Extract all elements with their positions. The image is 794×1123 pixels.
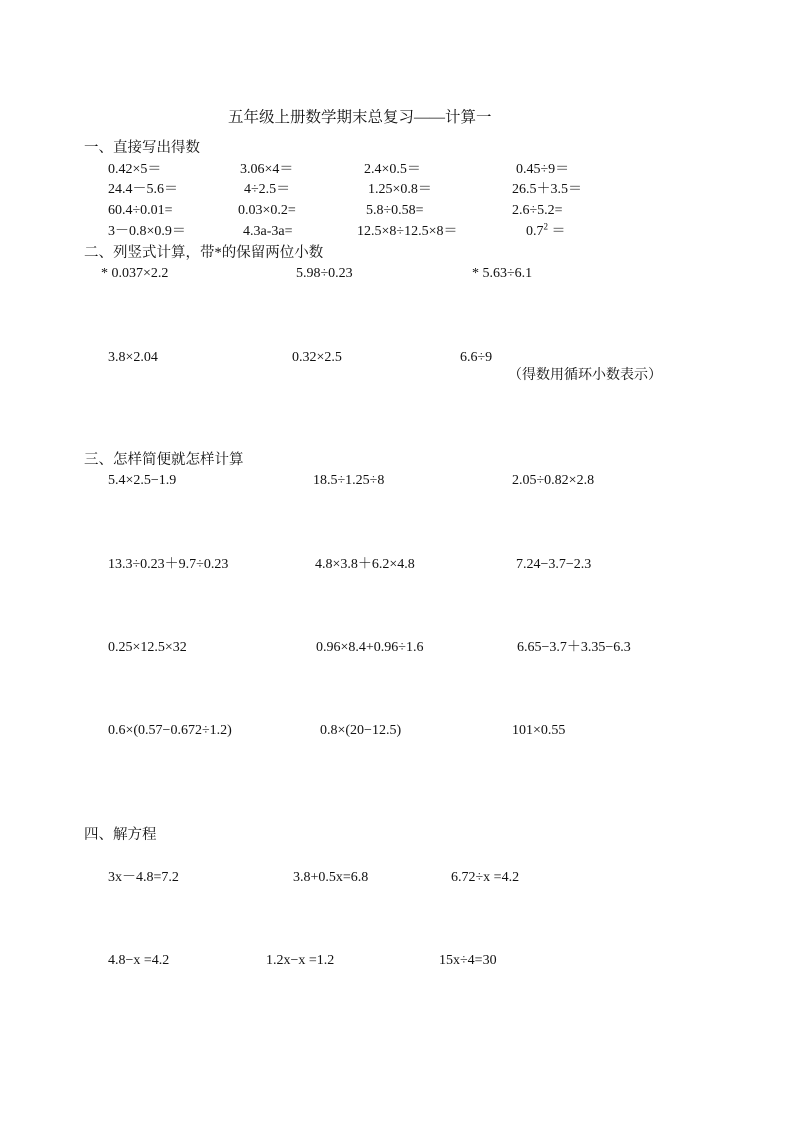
problem: 6.65−3.7＋3.35−6.3 [517,640,631,655]
problem: 26.5＋3.5＝ [512,182,582,197]
section-2-heading: 二、列竖式计算，带*的保留两位小数 [84,245,324,261]
problem: $0.7^2$ ＝ [526,221,566,239]
problem: 18.5÷1.25÷8 [313,473,385,488]
exponent: 2 [543,221,548,232]
problem: 60.4÷0.01= [108,203,173,218]
problem: 5.8÷0.58= [366,203,424,218]
problem: 5.98÷0.23 [296,266,353,281]
problem: 0.25×12.5×32 [108,640,187,655]
problem: 2.4×0.5＝ [364,162,421,177]
problem: 4÷2.5＝ [244,182,291,197]
problem: 2.6÷5.2= [512,203,563,218]
problem: 5.4×2.5−1.9 [108,473,177,488]
problem: 4.3a-3a= [243,224,293,239]
equation: 3x－4.8=7.2 [108,870,179,885]
problem: 0.32×2.5 [292,350,342,365]
problem: 13.3÷0.23＋9.7÷0.23 [108,557,229,572]
problem: 6.6÷9 [460,350,493,365]
problem: 7.24−3.7−2.3 [516,557,592,572]
problem: 3－0.8×0.9＝ [108,224,186,239]
equation: 6.72÷x =4.2 [451,870,520,885]
problem: 0.6×(0.57−0.672÷1.2) [108,723,232,738]
equation: 4.8−x =4.2 [108,953,170,968]
problem: 0.8×(20−12.5) [320,723,402,738]
problem: 0.45÷9＝ [516,162,570,177]
equation: 15x÷4=30 [439,953,497,968]
problem: 101×0.55 [512,723,566,738]
section-3-heading: 三、怎样简便就怎样计算 [84,452,244,468]
equation: 3.8+0.5x=6.8 [293,870,369,885]
problem: * 0.037×2.2 [101,266,169,281]
problem: 3.8×2.04 [108,350,158,365]
problem: 4.8×3.8＋6.2×4.8 [315,557,415,572]
section-4-heading: 四、解方程 [84,827,157,843]
problem: 0.96×8.4+0.96÷1.6 [316,640,424,655]
section-1-heading: 一、直接写出得数 [84,140,200,156]
problem: 3.06×4＝ [240,162,294,177]
page-title: 五年级上册数学期末总复习——计算一 [228,109,492,126]
problem: 0.42×5＝ [108,162,162,177]
problem: 0.03×0.2= [238,203,296,218]
problem-note: （得数用循环小数表示） [508,368,662,383]
problem: 1.25×0.8＝ [368,182,432,197]
problem: 12.5×8÷12.5×8＝ [357,224,458,239]
problem: * 5.63÷6.1 [472,266,533,281]
equation: 1.2x−x =1.2 [266,953,335,968]
problem: 2.05÷0.82×2.8 [512,473,595,488]
problem: 24.4－5.6＝ [108,182,178,197]
